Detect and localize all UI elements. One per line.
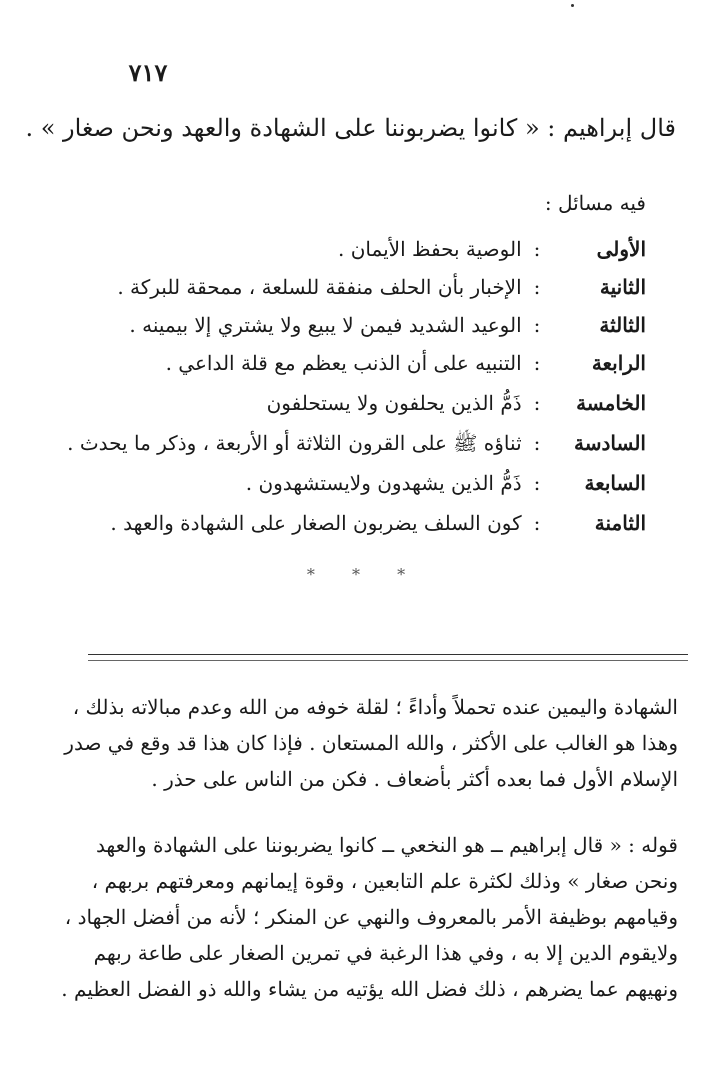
issue-item-6 xyxy=(40,426,646,460)
footnote-divider xyxy=(88,654,688,655)
issue-label: الرابعة xyxy=(591,351,646,375)
issue-label: الثامنة xyxy=(594,511,646,535)
issue-text: ثناؤه ﷺ على القرون الثلاثة أو الأربعة ، وذكر ما يحدث . xyxy=(67,431,522,455)
commentary-line-7: ولايقوم الدين إلا به ، وفي هذا الرغبة في تمرين الصغار على طاعة ربهم xyxy=(93,941,678,965)
issue-item-1 xyxy=(40,232,646,266)
issue-text: الوعيد الشديد فيمن لا يبيع ولا يشتري إلا بيمينه . xyxy=(129,313,522,337)
issue-colon: : xyxy=(533,275,541,299)
section-stars: * * * xyxy=(306,565,422,584)
footnote-divider-secondary xyxy=(88,660,688,661)
commentary-line-1: الشهادة واليمين عنده تحملاً وأداءً ؛ لقلة خوفه من الله وعدم مبالاته بذلك ، xyxy=(72,695,678,719)
issue-text: الوصية بحفظ الأيمان . xyxy=(338,237,522,261)
issue-label: السادسة xyxy=(574,431,646,455)
issue-text: ذَمُّ الذين يحلفون ولا يستحلفون xyxy=(266,391,522,415)
page-number: ٧١٧ xyxy=(128,58,168,87)
commentary-line-4: قوله : « قال إبراهيم ــ هو النخعي ــ كانوا يضربوننا على الشهادة والعهد xyxy=(95,833,678,857)
issue-text: ذَمُّ الذين يشهدون ولايستشهدون . xyxy=(245,471,522,495)
speck-mark xyxy=(571,4,574,7)
issues-heading: فيه مسائل : xyxy=(544,191,646,215)
issue-label: الثالثة xyxy=(599,313,646,337)
commentary-line-3: الإسلام الأول فما بعده أكثر بأضعاف . فكن من الناس على حذر . xyxy=(151,767,678,791)
issue-colon: : xyxy=(533,431,541,455)
issue-item-7 xyxy=(40,466,646,500)
issue-item-2 xyxy=(40,270,646,304)
issue-text: الإخبار بأن الحلف منفقة للسلعة ، ممحقة للبركة . xyxy=(117,275,522,299)
issue-item-8 xyxy=(40,506,646,540)
issue-label: الأولى xyxy=(596,237,646,261)
commentary-line-5: ونحن صغار » وذلك لكثرة علم التابعين ، وقوة إيمانهم ومعرفتهم بربهم ، xyxy=(91,869,678,893)
issue-colon: : xyxy=(533,471,541,495)
issue-item-4 xyxy=(40,346,646,380)
issue-colon: : xyxy=(533,391,541,415)
issue-colon: : xyxy=(533,313,541,337)
commentary-line-6: وقيامهم بوظيفة الأمر بالمعروف والنهي عن المنكر ؛ لأنه من أفضل الجهاد ، xyxy=(64,905,678,929)
issue-label: الخامسة xyxy=(576,391,646,415)
issue-colon: : xyxy=(533,511,541,535)
commentary-line-2: وهذا هو الغالب على الأكثر ، والله المستعان . فإذا كان هذا قد وقع في صدر xyxy=(64,731,678,755)
issue-colon: : xyxy=(533,351,541,375)
ibrahim-quote: قال إبراهيم : « كانوا يضربوننا على الشهادة والعهد ونحن صغار » . xyxy=(25,114,676,142)
issue-label: السابعة xyxy=(584,471,646,495)
issue-text: كون السلف يضربون الصغار على الشهادة والعهد . xyxy=(110,511,522,535)
issue-item-3 xyxy=(40,308,646,342)
issue-text: التنبيه على أن الذنب يعظم مع قلة الداعي . xyxy=(165,351,522,375)
issue-label: الثانية xyxy=(599,275,646,299)
commentary-line-8: ونهيهم عما يضرهم ، ذلك فضل الله يؤتيه من يشاء والله ذو الفضل العظيم . xyxy=(61,977,678,1001)
issue-colon: : xyxy=(533,237,541,261)
issue-item-5 xyxy=(40,386,646,420)
